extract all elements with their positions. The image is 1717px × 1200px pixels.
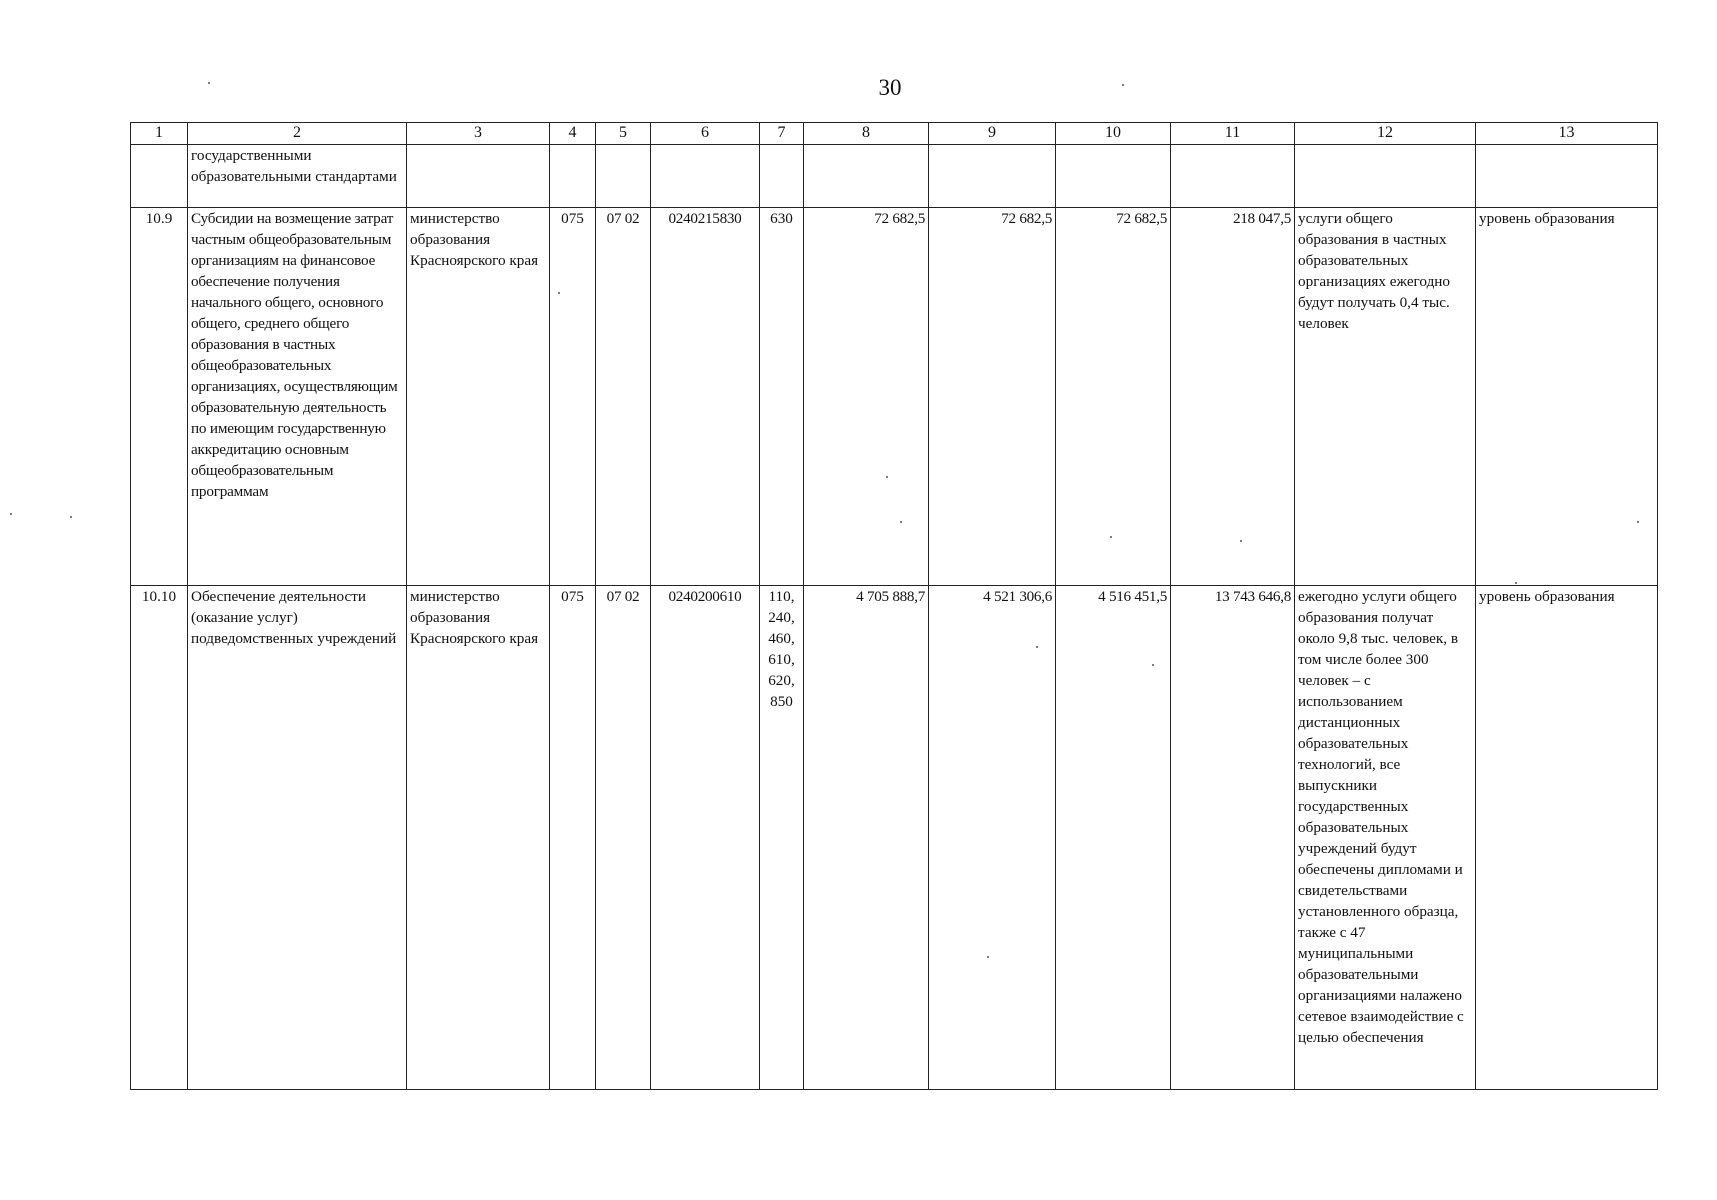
- expense-type-code: 630: [760, 208, 804, 586]
- scan-speck: [886, 476, 888, 478]
- scan-speck: [1122, 84, 1124, 86]
- total-amount: 13 743 646,8: [1171, 586, 1295, 1090]
- section-code: 07 02: [596, 586, 651, 1090]
- year2-amount: 72 682,5: [929, 208, 1056, 586]
- expense-type-code: [760, 145, 804, 208]
- table-row-10-9: [131, 208, 1658, 586]
- column-number: 1: [131, 123, 188, 145]
- target-indicator: [1476, 145, 1658, 208]
- column-number: 9: [929, 123, 1056, 145]
- table-row-10-10: [131, 586, 1658, 1090]
- scan-speck: [1637, 521, 1639, 523]
- row-number: 10.9: [131, 208, 188, 586]
- measure-name: Субсидии на возмещение затрат частным общеобразовательным организациям на финансовое обеспечение получения начального общего, основного общего, среднего общего образования в частных общеобразовательных организациях, осуществляющим образовательную деятельность по имеющим государственную аккредитацию основным общеобразовательным программам: [188, 208, 407, 586]
- scan-speck: [1515, 582, 1517, 584]
- expected-result: услуги общего образования в частных образовательных организациях ежегодно будут получать 0,4 тыс. человек: [1295, 208, 1476, 586]
- column-number: 11: [1171, 123, 1295, 145]
- grbs-code: [550, 145, 596, 208]
- column-number: 8: [804, 123, 929, 145]
- target-indicator: уровень образования: [1476, 208, 1658, 586]
- year3-amount: 72 682,5: [1056, 208, 1171, 586]
- column-number-row: [131, 123, 1658, 145]
- target-article-code: 0240200610: [651, 586, 760, 1090]
- target-indicator: уровень образования: [1476, 586, 1658, 1090]
- target-article-code: [651, 145, 760, 208]
- year1-amount: 4 705 888,7: [804, 586, 929, 1090]
- scan-speck: [987, 956, 989, 958]
- total-amount: [1171, 145, 1295, 208]
- page-number: 30: [878, 75, 902, 100]
- scan-speck: [1240, 540, 1242, 542]
- year3-amount: 4 516 451,5: [1056, 586, 1171, 1090]
- grbs-code: 075: [550, 586, 596, 1090]
- row-number: 10.10: [131, 586, 188, 1090]
- year1-amount: [804, 145, 929, 208]
- measure-name: государственными образовательными стандартами: [188, 145, 407, 208]
- grbs-code: 075: [550, 208, 596, 586]
- column-number: 13: [1476, 123, 1658, 145]
- scan-speck: [208, 82, 210, 84]
- expected-result: ежегодно услуги общего образования получат около 9,8 тыс. человек, в том числе более 300 человек – с использованием дистанционных образовательных технологий, все выпускники государственных образовательных учреждений будут обеспечены дипломами и свидетельствами установленного образца, также с 47 муниципальными образовательными организациями налажено сетевое взаимодействие с целью обеспечения: [1295, 586, 1476, 1090]
- expense-type-code: 110, 240, 460, 610, 620, 850: [760, 586, 804, 1090]
- scan-speck: [70, 516, 72, 518]
- year2-amount: [929, 145, 1056, 208]
- scan-speck: [558, 292, 560, 294]
- section-code: 07 02: [596, 208, 651, 586]
- section-code: [596, 145, 651, 208]
- scan-speck: [1152, 664, 1154, 666]
- column-number: 6: [651, 123, 760, 145]
- scan-speck: [10, 513, 12, 515]
- scan-speck: [1036, 646, 1038, 648]
- total-amount: 218 047,5: [1171, 208, 1295, 586]
- column-number: 7: [760, 123, 804, 145]
- year3-amount: [1056, 145, 1171, 208]
- column-number: 2: [188, 123, 407, 145]
- year1-amount: 72 682,5: [804, 208, 929, 586]
- scan-speck: [900, 521, 902, 523]
- table-row-continuation: [131, 145, 1658, 208]
- program-measures-table: [130, 122, 1658, 1090]
- expected-result: [1295, 145, 1476, 208]
- column-number: 3: [407, 123, 550, 145]
- row-number: [131, 145, 188, 208]
- column-number: 12: [1295, 123, 1476, 145]
- executor: министерство образования Красноярского края: [407, 208, 550, 586]
- scan-speck: [1110, 536, 1112, 538]
- column-number: 4: [550, 123, 596, 145]
- executor: министерство образования Красноярского края: [407, 586, 550, 1090]
- measure-name: Обеспечение деятельности (оказание услуг) подведомственных учреждений: [188, 586, 407, 1090]
- executor: [407, 145, 550, 208]
- column-number: 10: [1056, 123, 1171, 145]
- year2-amount: 4 521 306,6: [929, 586, 1056, 1090]
- column-number: 5: [596, 123, 651, 145]
- target-article-code: 0240215830: [651, 208, 760, 586]
